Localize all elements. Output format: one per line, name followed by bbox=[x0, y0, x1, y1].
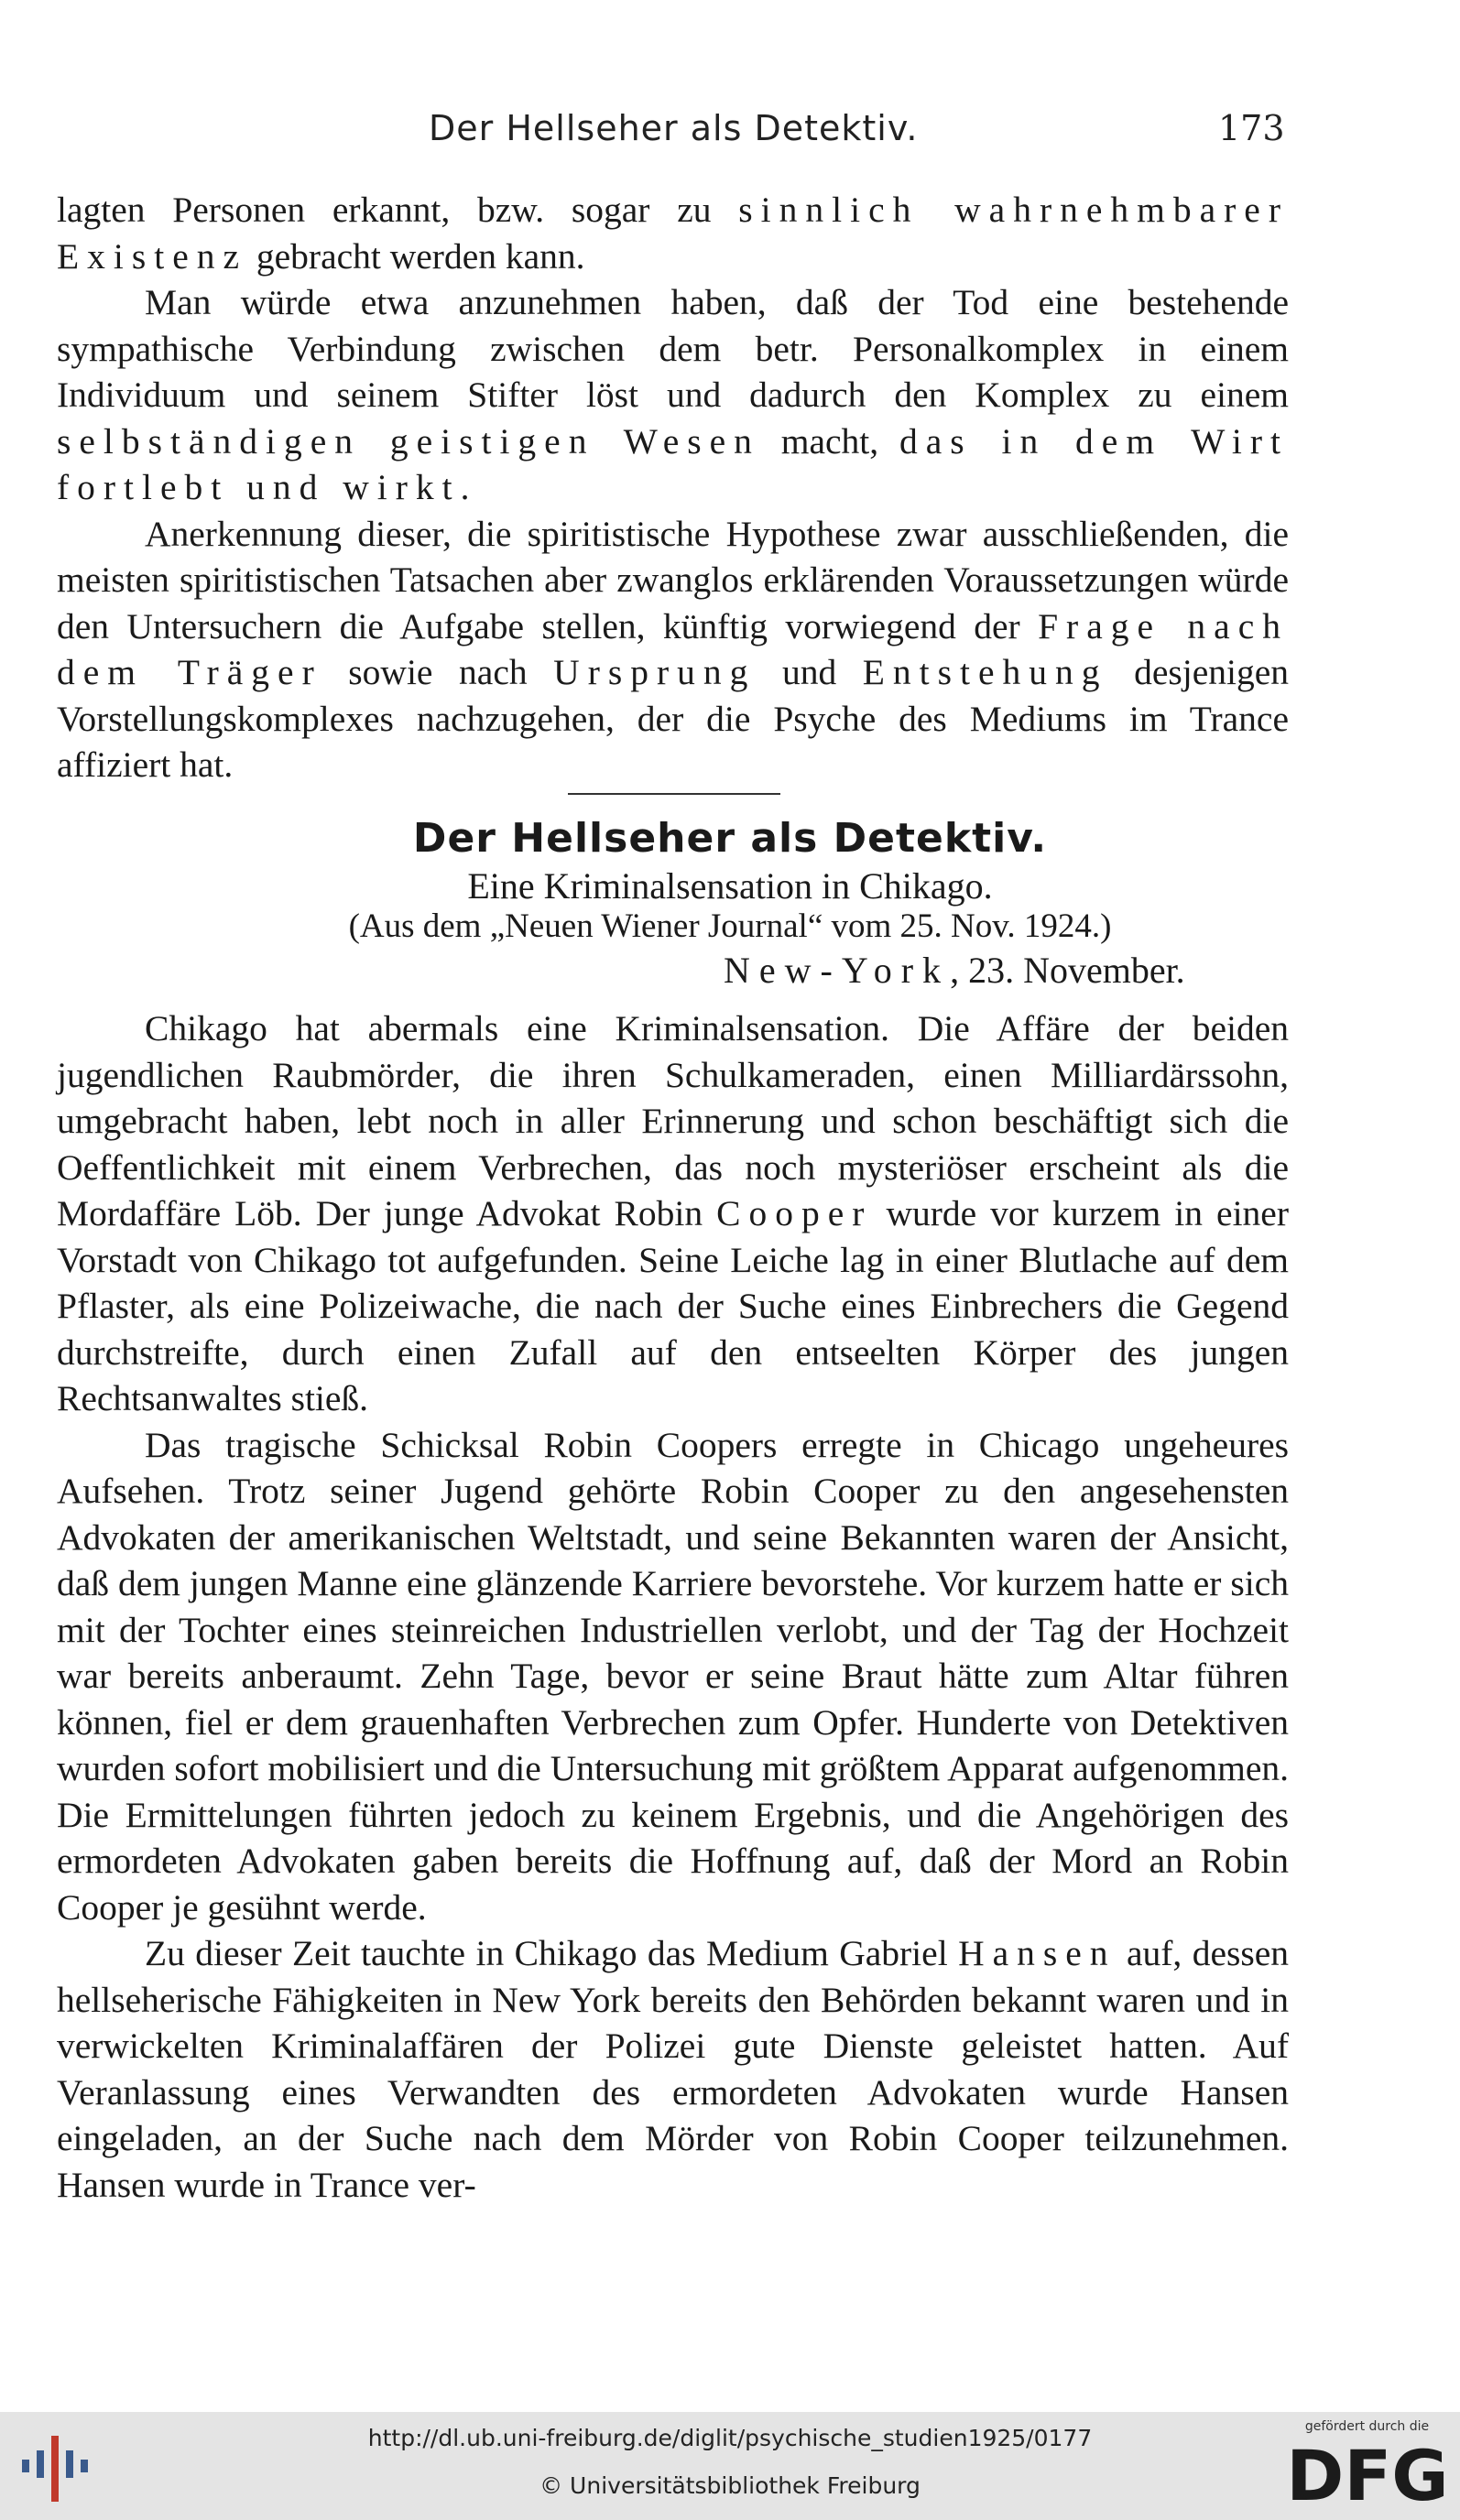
text-run: Zu dieser Zeit tauchte in Chikago das Medium Gabriel bbox=[145, 1933, 959, 1973]
dateline bbox=[724, 949, 1185, 992]
running-title: Der Hellseher als Detektiv. bbox=[429, 108, 919, 148]
text-run: auf, dessen hellseherische Fähigkeiten in New York bereits den Behörden bekannt waren und in verwickelten Kriminalaffären der Polizei gute Dienste geleistet hatten. Auf Veranlassung eines Verwandten des ermordeten Advokaten wurde Hansen eingeladen, an der Suche nach dem Mörder von Robin Cooper teilzunehmen. Hansen wurde in Trance ver- bbox=[57, 1933, 1290, 2205]
paragraph bbox=[57, 511, 1289, 788]
spaced-emphasis: sinnlich wahrnehmbarer Existenz bbox=[57, 190, 1289, 277]
article-title: Der Hellseher als Detektiv. bbox=[412, 815, 1048, 862]
text-run: macht, bbox=[759, 420, 899, 462]
dfg-caption: gefördert durch die bbox=[1304, 2419, 1430, 2434]
dfg-funding-notice[interactable] bbox=[1282, 2419, 1452, 2516]
article-body bbox=[57, 1005, 1289, 2208]
text-run: wurde vor kurzem in einer Vorstadt von Chikago tot aufgefunden. Seine Leiche lag in einer Blutlache auf dem Pflaster, als eine Polizeiwache, die nach der Suche eines Einbrechers die Gegend durchstreifte, durch einen Zufall auf den entseelten Körper des jungen Rechtsanwaltes stieß. bbox=[57, 1193, 1289, 1418]
article-source: (Aus dem „Neuen Wiener Journal“ vom 25. Nov. 1924.) bbox=[348, 907, 1112, 945]
spaced-emphasis: Ursprung bbox=[553, 652, 757, 692]
paragraph bbox=[57, 187, 1289, 279]
text-run: Das tragische Schicksal Robin Coopers erregte in Chicago ungeheures Aufsehen. Trotz seiner Jugend gehörte Robin Cooper zu den angesehensten Advokaten der amerikanischen Weltstadt, und seine Bekannten waren der Ansicht, daß dem jungen Manne eine glänzende Karriere bevorstehe. Vor kurzem hatte er sich mit der Tochter eines steinreichen Industriellen verlobt, und der Tag der Hochzeit war bereits anberaumt. Zehn Tage, bevor er seine Braut hätte zum Altar führen können, fiel er dem grauenhaften Verbrechen zum Opfer. Hunderte von Detektiven wurden sofort mobilisiert und die Untersuchung mit größtem Apparat aufgenommen. Die Ermittelungen führten jedoch zu keinem Ergebnis, und die Angehörigen des ermordeten Advokaten gaben bereits die Hoffnung auf, daß der Mord an Robin Cooper je gesühnt werde. bbox=[57, 1424, 1289, 1928]
spaced-emphasis: Entstehung bbox=[862, 652, 1108, 692]
paragraph bbox=[57, 279, 1289, 511]
text-run: lagten Personen erkannt, bzw. sogar zu bbox=[57, 190, 739, 230]
text-run: gebracht werden kann. bbox=[247, 235, 585, 277]
copyright-notice: © Universitätsbibliothek Freiburg bbox=[539, 2472, 921, 2499]
paragraph bbox=[57, 1422, 1289, 1931]
running-head bbox=[0, 108, 1460, 163]
paragraph bbox=[57, 1005, 1289, 1422]
spaced-emphasis: Cooper bbox=[716, 1193, 873, 1233]
text-run: Anerkennung dieser, die spiritistische Hypothese zwar ausschließenden, die meisten spiritistischen Tatsachen aber zwanglos erklärenden Voraussetzungen würde den Untersuchern die Aufgabe stellen, künftig vorwiegend der bbox=[57, 513, 1289, 646]
dfg-logo-icon bbox=[1286, 2439, 1449, 2511]
text-run: Man würde etwa anzunehmen haben, daß der Tod eine bestehende sympathische Verbindung zwischen dem betr. Personalkomplex in einem Individuum und seinem Stifter löst und dadurch den Komplex zu einem bbox=[57, 282, 1289, 415]
text-run: sowie nach bbox=[321, 652, 554, 692]
viewer-footer bbox=[0, 2412, 1460, 2520]
text-run: Chikago hat abermals eine Kriminalsensation. Die Affäre der beiden jugendlichen Raubmörder, die ihren Schulkameraden, einen Milliardärssohn, umgebracht haben, lebt noch in aller Erinnerung und schon beschäftigt sich die Oeffentlichkeit mit einem Verbrechen, das noch mysteriöser erscheint als die Mordaffäre Löb. Der junge Advokat Robin bbox=[57, 1008, 1289, 1233]
continued-text-block bbox=[57, 187, 1289, 788]
dateline-place: New-York bbox=[724, 950, 951, 991]
spaced-emphasis: das in dem Wirt fortlebt und wirkt bbox=[57, 420, 1289, 507]
dateline-date: , 23. November. bbox=[950, 950, 1185, 991]
dfg-logo-text: DFG bbox=[1286, 2439, 1449, 2511]
page-number: 173 bbox=[1218, 108, 1285, 148]
text-run: desjenigen Vorstellungskomplexes nachzugehen, der die Psyche des Mediums im Trance affiziert hat. bbox=[57, 652, 1290, 785]
spaced-emphasis: Hansen bbox=[958, 1933, 1117, 1973]
section-divider bbox=[568, 793, 780, 795]
permalink-url[interactable]: http://dl.ub.uni-freiburg.de/diglit/psychische_studien1925/0177 bbox=[367, 2425, 1093, 2451]
spaced-emphasis: selbständigen geistigen Wesen bbox=[57, 420, 760, 462]
text-run: und bbox=[756, 652, 863, 692]
spaced-emphasis: Frage nach dem Träger bbox=[57, 605, 1289, 692]
text-run: . bbox=[460, 467, 470, 507]
article-subtitle: Eine Kriminalsensation in Chikago. bbox=[467, 865, 993, 907]
paragraph bbox=[57, 1930, 1289, 2208]
